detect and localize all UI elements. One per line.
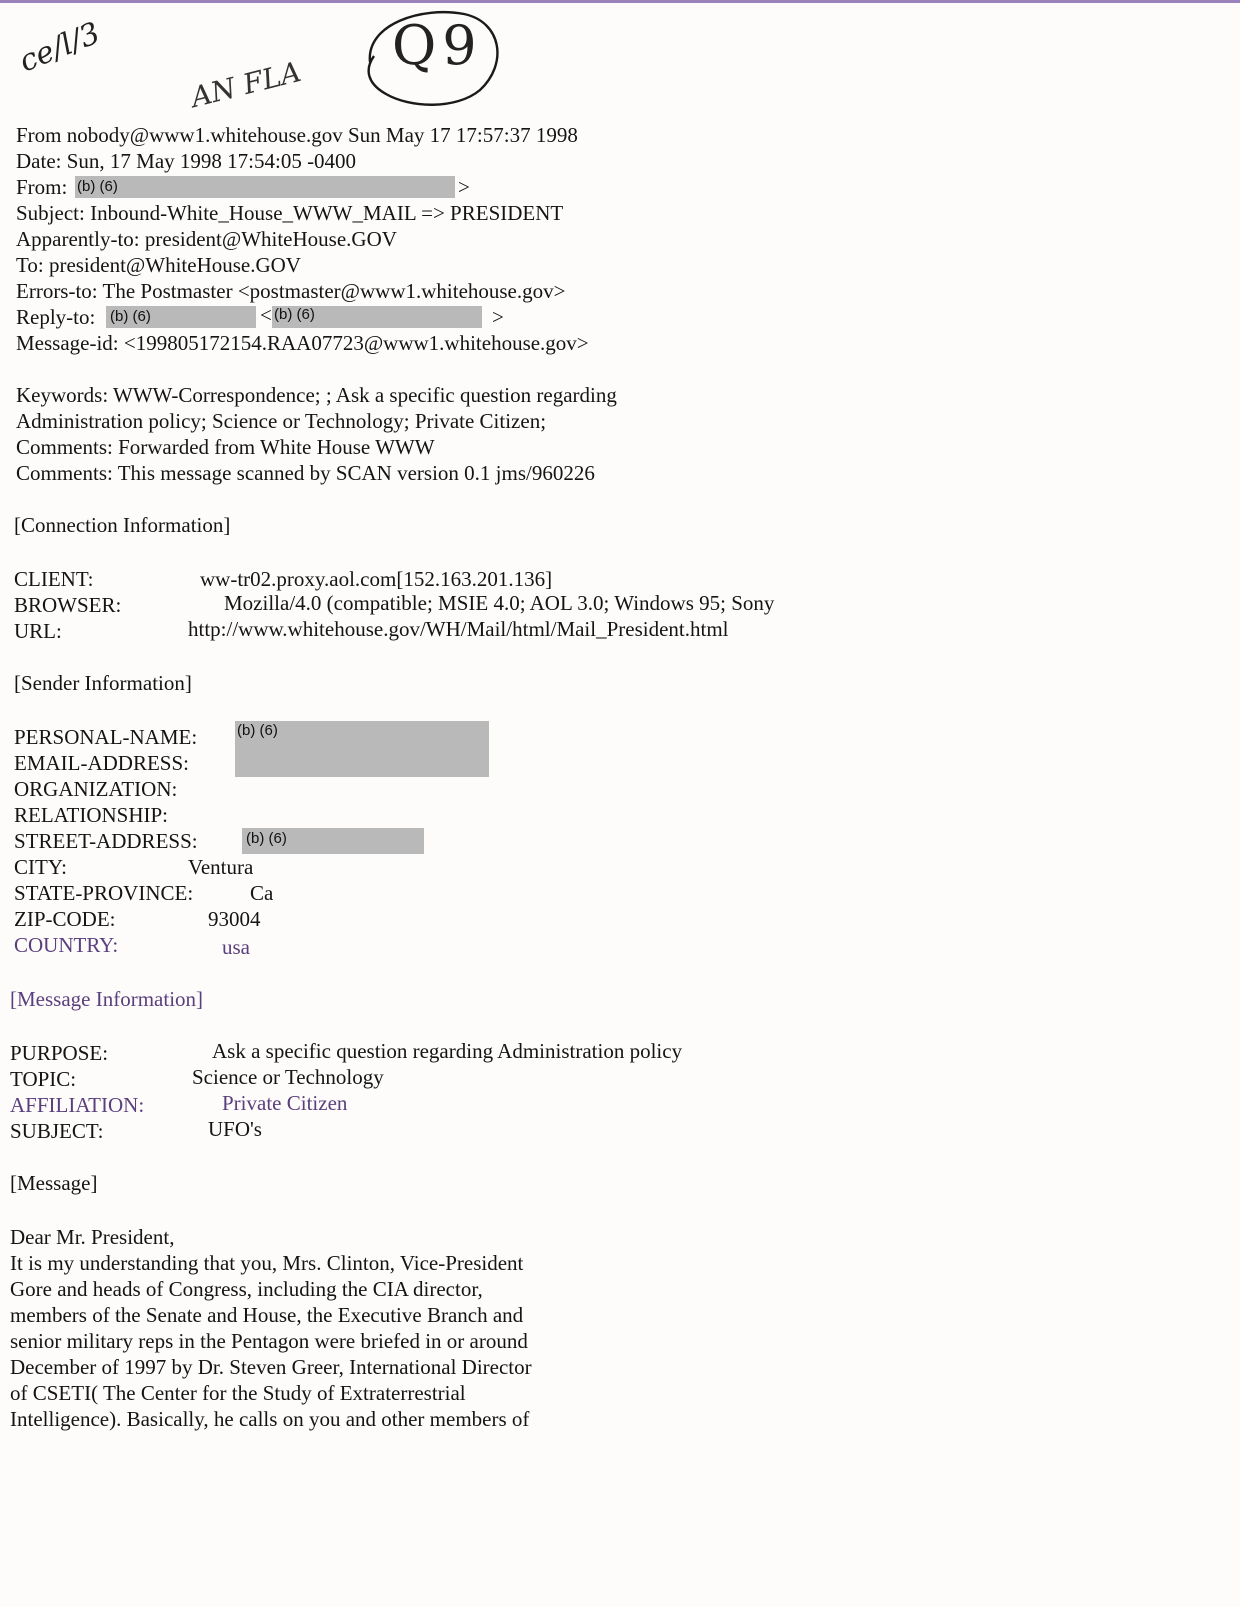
url-label: URL:	[14, 619, 62, 643]
header-date: Date: Sun, 17 May 1998 17:54:05 -0400	[16, 149, 357, 173]
message-body-line: senior military reps in the Pentagon were briefed in or around	[10, 1329, 528, 1353]
state-value: Ca	[250, 881, 274, 905]
keywords-line-1: Keywords: WWW-Correspondence; ; Ask a specific question regarding	[16, 383, 617, 407]
city-label: CITY:	[14, 855, 67, 879]
header-to: To: president@WhiteHouse.GOV	[16, 253, 301, 277]
organization-label: ORGANIZATION:	[14, 777, 178, 801]
message-info-heading: [Message Information]	[10, 987, 204, 1011]
purpose-label: PURPOSE:	[10, 1041, 109, 1065]
header-message-id: Message-id: <199805172154.RAA07723@www1.whitehouse.gov>	[16, 331, 589, 355]
browser-value: Mozilla/4.0 (compatible; MSIE 4.0; AOL 3.0; Windows 95; Sony	[224, 591, 775, 615]
purpose-value: Ask a specific question regarding Administration policy	[212, 1039, 683, 1063]
state-label: STATE-PROVINCE:	[14, 881, 194, 905]
subject-value: UFO's	[208, 1117, 262, 1141]
redaction-code: (b) (6)	[246, 830, 287, 847]
redaction-code: (b) (6)	[274, 306, 315, 323]
zip-value: 93004	[208, 907, 261, 931]
zip-label: ZIP-CODE:	[14, 907, 116, 931]
header-errors-to: Errors-to: The Postmaster <postmaster@www1.whitehouse.gov>	[16, 279, 566, 303]
page-top-edge	[0, 0, 1240, 3]
redaction-code: (b) (6)	[237, 722, 278, 739]
country-value: usa	[222, 935, 250, 959]
city-value: Ventura	[188, 855, 254, 879]
header-reply-to-label: Reply-to:	[16, 305, 96, 329]
message-body-line: December of 1997 by Dr. Steven Greer, International Director	[10, 1355, 532, 1379]
handwritten-circled-label: Q9	[392, 14, 483, 77]
personal-name-label: PERSONAL-NAME:	[14, 725, 198, 749]
topic-label: TOPIC:	[10, 1067, 77, 1091]
affiliation-value: Private Citizen	[222, 1091, 348, 1115]
message-heading: [Message]	[10, 1171, 98, 1195]
redaction-code: (b) (6)	[110, 308, 151, 325]
message-body-line: It is my understanding that you, Mrs. Clinton, Vice-President	[10, 1251, 524, 1275]
message-body-line: members of the Senate and House, the Executive Branch and	[10, 1303, 524, 1327]
handwritten-note: AN FLA	[187, 54, 305, 115]
redaction-code: (b) (6)	[77, 178, 118, 195]
message-salutation: Dear Mr. President,	[10, 1225, 175, 1249]
redaction-box	[75, 176, 455, 198]
url-value: http://www.whitehouse.gov/WH/Mail/html/Mail_President.html	[188, 617, 729, 641]
comments-line-2: Comments: This message scanned by SCAN version 0.1 jms/960226	[16, 461, 595, 485]
header-reply-to-open: <	[260, 303, 272, 327]
keywords-line-2: Administration policy; Science or Technology; Private Citizen;	[16, 409, 547, 433]
message-body-line: Intelligence). Basically, he calls on you and other members of	[10, 1407, 530, 1431]
comments-line-1: Comments: Forwarded from White House WWW	[16, 435, 435, 459]
handwritten-note: ce/l/3	[14, 15, 105, 80]
header-reply-to-close: >	[492, 305, 504, 329]
header-from-nobody: From nobody@www1.whitehouse.gov Sun May 17 17:57:37 1998	[16, 123, 578, 147]
relationship-label: RELATIONSHIP:	[14, 803, 169, 827]
header-from-close: >	[458, 175, 470, 199]
header-from-label: From:	[16, 175, 68, 199]
street-address-label: STREET-ADDRESS:	[14, 829, 198, 853]
header-subject: Subject: Inbound-White_House_WWW_MAIL => PRESIDENT	[16, 201, 564, 225]
affiliation-label: AFFILIATION:	[10, 1093, 145, 1117]
email-address-label: EMAIL-ADDRESS:	[14, 751, 190, 775]
message-body-line: of CSETI( The Center for the Study of Extraterrestrial	[10, 1381, 466, 1405]
client-label: CLIENT:	[14, 567, 94, 591]
message-body-line: Gore and heads of Congress, including the CIA director,	[10, 1277, 483, 1301]
client-value: ww-tr02.proxy.aol.com[152.163.201.136]	[200, 567, 553, 591]
connection-heading: [Connection Information]	[14, 513, 231, 537]
country-label: COUNTRY:	[14, 933, 119, 957]
subject-label: SUBJECT:	[10, 1119, 104, 1143]
browser-label: BROWSER:	[14, 593, 122, 617]
topic-value: Science or Technology	[192, 1065, 384, 1089]
sender-heading: [Sender Information]	[14, 671, 192, 695]
header-apparently-to: Apparently-to: president@WhiteHouse.GOV	[16, 227, 397, 251]
